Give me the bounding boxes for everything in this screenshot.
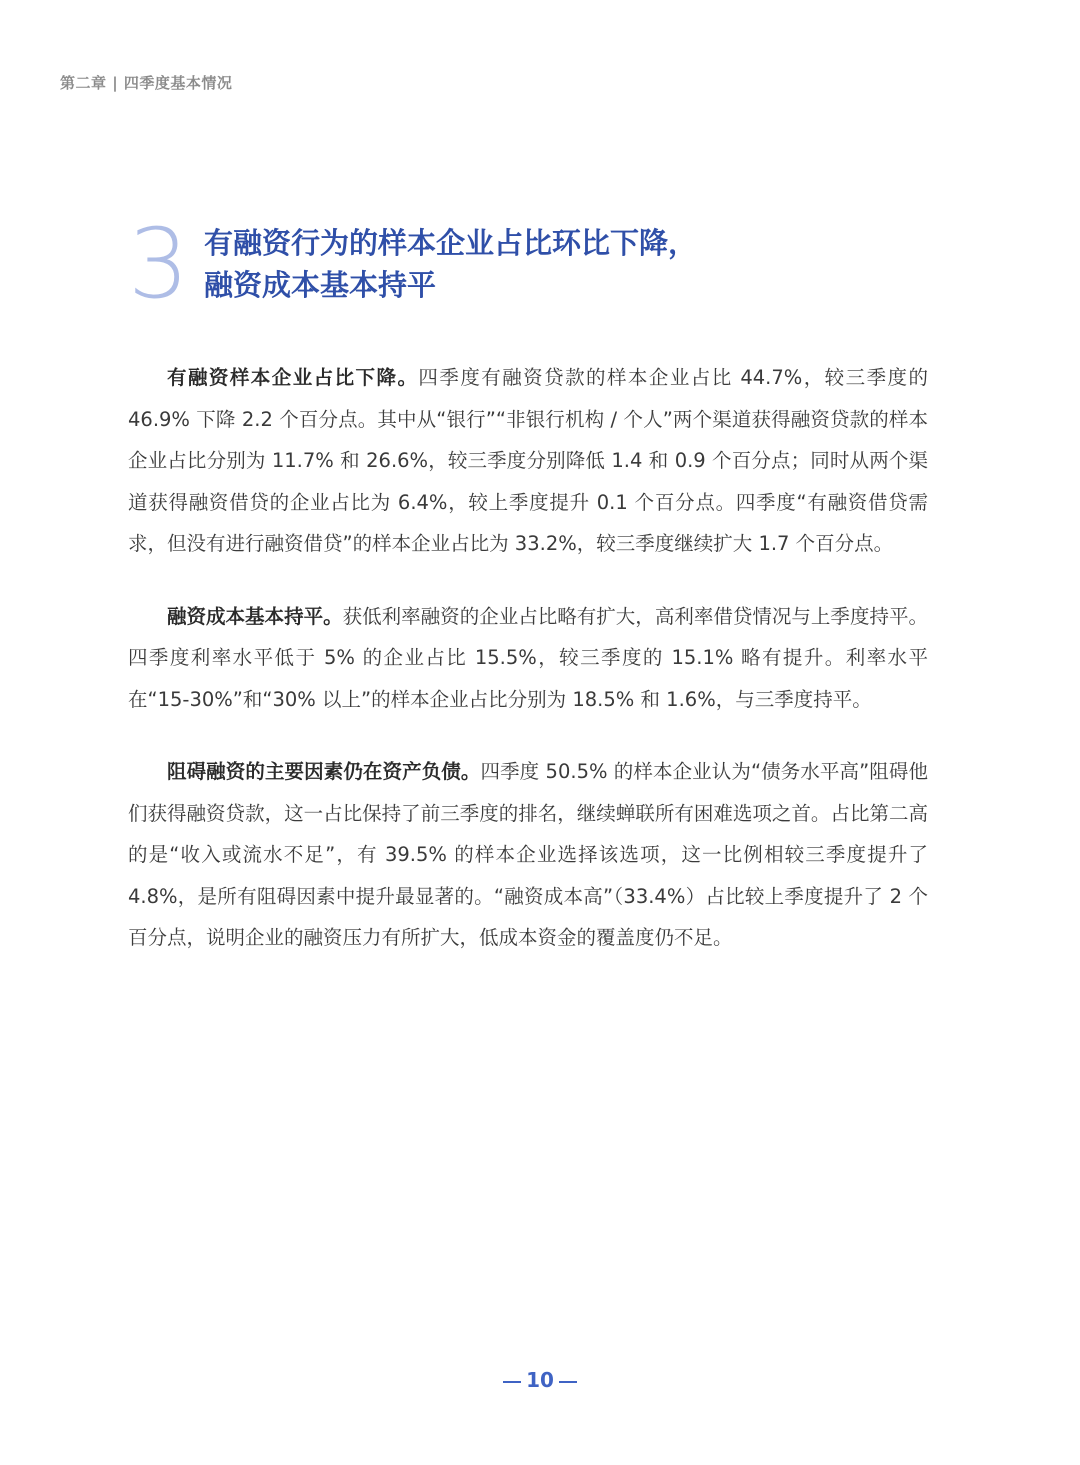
- paragraph-lead: 融资成本基本持平。: [167, 604, 343, 628]
- section-number: 3: [128, 208, 190, 320]
- section-heading: [128, 208, 948, 320]
- paragraph-lead: 有融资样本企业占比下降。: [167, 366, 419, 389]
- paragraph-financing-barriers: [128, 751, 928, 959]
- section-title-line-2: 融资成本基本持平: [204, 268, 437, 302]
- footer-dash-right: [559, 1381, 577, 1383]
- paragraph-text: 四季度有融资贷款的样本企业占比 44.7%，较三季度的 46.9% 下降 2.2 个百分点。其中从“银行”“非银行机构 / 个人”两个渠道获得融资贷款的样本企业占比分别为 11.7% 和 26.6%，较三季度分别降低 1.4 和 0.9 个百分点；同时从两个渠道获得融资借贷的企业占比为 6.4%，较上季度提升 0.1 个百分点。四季度“有融资借贷需求，但没有进行融资借贷”的样本企业占比为 33.2%，较三季度继续扩大 1.7 个百分点。: [128, 366, 928, 555]
- section-title: [204, 222, 697, 306]
- paragraph-text: 四季度 50.5% 的样本企业认为“债务水平高”阻碍他们获得融资贷款，这一占比保持了前三季度的排名，继续蝉联所有困难选项之首。占比第二高的是“收入或流水不足”，有 39.5% 的样本企业选择该选项，这一比例相较三季度提升了 4.8%，是所有阻碍因素中提升最显著的。“融资成本高”（33.4%）占比较上季度提升了 2 个百分点，说明企业的融资压力有所扩大，低成本资金的覆盖度仍不足。: [128, 760, 928, 949]
- chapter-breadcrumb: 第二章 | 四季度基本情况: [60, 74, 233, 92]
- paragraph-text: 获低利率融资的企业占比略有扩大，高利率借贷情况与上季度持平。四季度利率水平低于 5% 的企业占比 15.5%，较三季度的 15.1% 略有提升。利率水平在“15-30%”和“30% 以上”的样本企业占比分别为 18.5% 和 1.6%，与三季度持平。: [128, 604, 928, 711]
- paragraph-lead: 阻碍融资的主要因素仍在资产负债。: [167, 760, 481, 783]
- footer-dash-left: [503, 1381, 521, 1383]
- body-text: [128, 357, 928, 990]
- section-title-line-1: 有融资行为的样本企业占比环比下降，: [204, 226, 698, 260]
- paragraph-financing-share: [128, 357, 928, 565]
- paragraph-financing-cost: [128, 596, 928, 721]
- page-footer: [0, 1368, 1080, 1392]
- page-number: 10: [526, 1368, 554, 1392]
